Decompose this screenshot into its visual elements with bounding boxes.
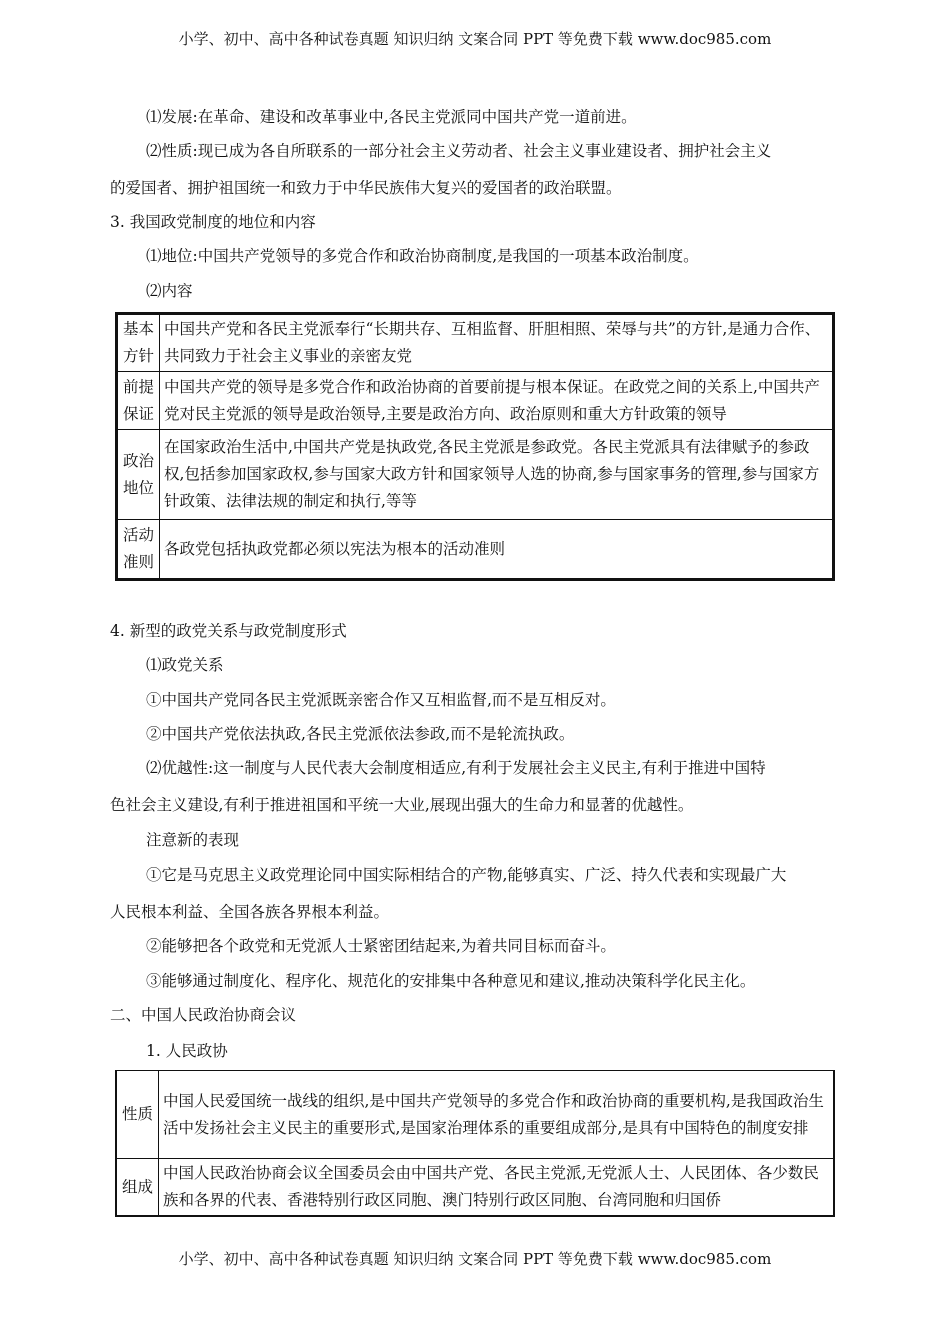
- paragraph-line: 人民根本利益、全国各族各界根本利益。: [110, 903, 390, 921]
- paragraph-line: ①它是马克思主义政党理论同中国实际相结合的产物,能够真实、广泛、持久代表和实现最广大: [146, 866, 787, 884]
- party-system-table: [115, 312, 835, 581]
- paragraph-line: ⑴政党关系: [146, 656, 224, 674]
- table-row: [116, 1159, 834, 1217]
- row-label: 政治地位: [117, 430, 160, 520]
- paragraph-line: ⑵内容: [146, 282, 193, 300]
- page-footer: 小学、初中、高中各种试卷真题 知识归纳 文案合同 PPT 等免费下载 www.doc985.com: [178, 1250, 772, 1268]
- paragraph-line: 注意新的表现: [146, 831, 240, 849]
- row-label: 前提保证: [117, 372, 160, 430]
- table-row: [117, 372, 834, 430]
- cppcc-table: [115, 1070, 835, 1217]
- row-label: 活动准则: [117, 520, 160, 580]
- paragraph-line: ③能够通过制度化、程序化、规范化的安排集中各种意见和建议,推动决策科学化民主化。: [146, 972, 756, 990]
- row-label: 性质: [116, 1071, 159, 1159]
- paragraph-line: ②能够把各个政党和无党派人士紧密团结起来,为着共同目标而奋斗。: [146, 937, 616, 955]
- paragraph-line: ⑴地位:中国共产党领导的多党合作和政治协商制度,是我国的一项基本政治制度。: [146, 247, 699, 265]
- subsection-heading: 1. 人民政协: [146, 1042, 228, 1060]
- table-row: [117, 314, 834, 372]
- section-heading: 3. 我国政党制度的地位和内容: [110, 213, 316, 231]
- paragraph-line: ①中国共产党同各民主党派既亲密合作又互相监督,而不是互相反对。: [146, 691, 616, 709]
- row-label: 组成: [116, 1159, 159, 1217]
- table-row: [117, 430, 834, 520]
- row-content: 各政党包括执政党都必须以宪法为根本的活动准则: [160, 520, 834, 580]
- paragraph-line: ⑵优越性:这一制度与人民代表大会制度相适应,有利于发展社会主义民主,有利于推进中国特: [146, 759, 766, 777]
- section-heading: 二、中国人民政治协商会议: [110, 1006, 297, 1024]
- paragraph-line: ⑵性质:现已成为各自所联系的一部分社会主义劳动者、社会主义事业建设者、拥护社会主义: [146, 142, 772, 160]
- paragraph-line: ②中国共产党依法执政,各民主党派依法参政,而不是轮流执政。: [146, 725, 575, 743]
- paragraph-line: 色社会主义建设,有利于推进祖国和平统一大业,展现出强大的生命力和显著的优越性。: [110, 796, 694, 814]
- table-row: [117, 520, 834, 580]
- paragraph-line: ⑴发展:在革命、建设和改革事业中,各民主党派同中国共产党一道前进。: [146, 108, 637, 126]
- row-content: 中国人民爱国统一战线的组织,是中国共产党领导的多党合作和政治协商的重要机构,是我国政治生活中发扬社会主义民主的重要形式,是国家治理体系的重要组成部分,是具有中国特色的制度安排: [159, 1071, 835, 1159]
- row-content: 中国共产党的领导是多党合作和政治协商的首要前提与根本保证。在政党之间的关系上,中国共产党对民主党派的领导是政治领导,主要是政治方向、政治原则和重大方针政策的领导: [160, 372, 834, 430]
- row-label: 基本方针: [117, 314, 160, 372]
- row-content: 在国家政治生活中,中国共产党是执政党,各民主党派是参政党。各民主党派具有法律赋予的参政权,包括参加国家政权,参与国家大政方针和国家领导人选的协商,参与国家事务的管理,参与国家方针政策、法律法规的制定和执行,等等: [160, 430, 834, 520]
- row-content: 中国人民政治协商会议全国委员会由中国共产党、各民主党派,无党派人士、人民团体、各少数民族和各界的代表、香港特别行政区同胞、澳门特别行政区同胞、台湾同胞和归国侨: [159, 1159, 835, 1217]
- section-heading: 4. 新型的政党关系与政党制度形式: [110, 622, 347, 640]
- page-header: 小学、初中、高中各种试卷真题 知识归纳 文案合同 PPT 等免费下载 www.doc985.com: [178, 30, 772, 48]
- paragraph-line: 的爱国者、拥护祖国统一和致力于中华民族伟大复兴的爱国者的政治联盟。: [110, 179, 622, 197]
- table-row: [116, 1071, 834, 1159]
- row-content: 中国共产党和各民主党派奉行“长期共存、互相监督、肝胆相照、荣辱与共”的方针,是通力合作、共同致力于社会主义事业的亲密友党: [160, 314, 834, 372]
